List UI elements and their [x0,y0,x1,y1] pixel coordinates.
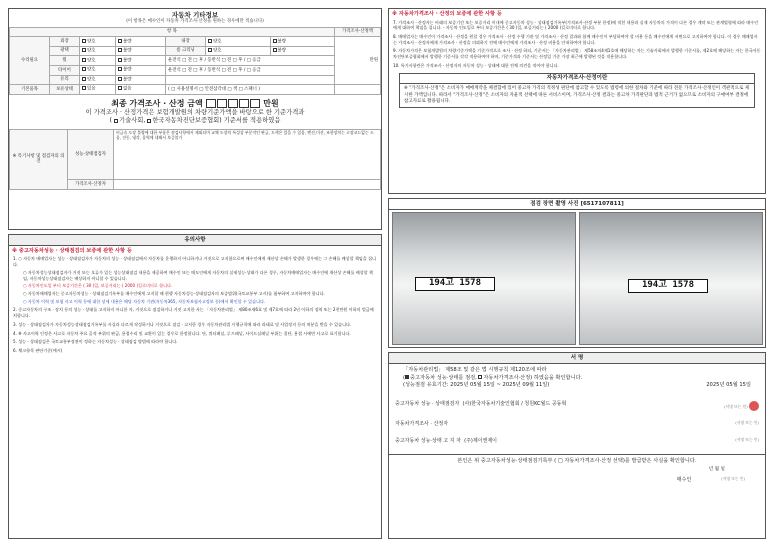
wheel-extra: 운전석 □ 전 □ 후 / 동반석 □ 전 □ 후 / □ 응급 [166,56,335,66]
group-basic-label: 기본품목 [10,85,50,95]
perf-inspector-opinion: 비금속 도장 불량에 대한 부품은 점검사항에서 제외되며 교체 도장의 특성상 부분적인 판금, 도색은 있을 수 있음, 엔진,미션, 조향장치는 고장코드없는 소음, 진동, 냉각, 음역에 대해서 보증불가 [114,129,381,179]
notice-item: 2. 중고자동차의 구조 · 장치 등의 성능 · 상태를 고지하지 아니한 자, 거짓으로 점검하거나 거짓 고지한 자는 「자동차관리법」 제80조제6호 및 제7호에 따라 2년 이하의 징역 또는 2천만원 이하의 벌금에 처합니다. [13,307,374,319]
buyer-hint: (서명 또는 인) [721,476,745,481]
checkbox[interactable] [147,119,151,123]
checkbox[interactable] [82,86,86,90]
notice-item: 3. 성능 · 상태점검자가 자동차성능상태점검기록부를 사실과 다르게 작성하거나 거짓으로 점검 · 고지한 경우 자동차관리법 시행규칙에 따라 과태료 및 사업정지 등의 처분을 받을 수 있습니다. [13,321,352,327]
price-item: 7. 가격조사 · 산정자는 아래의 보증기간 또는 보증거리 이내에 중고자동차 성능 · 상태점검기록부(가격조사·산정 부분 한정)에 적힌 내용과 실제 자동차의 가격이 다른 경우 계약 또는 관계법령에 따라 매수인에게 대하여 책임을 집니다. - 자동차 인도일로 부터 보증기간은 ( 30 )일, 보증거리는 ( 2000 )킬로미터로 합니다. [393,19,759,31]
checkbox[interactable] [273,39,277,43]
notice-item: ○ 자동차인도일 부터 보증기간은 ( 30 )일, 보증거리는 ( 2000 )킬로미터로 합니다. [23,283,173,289]
row-name: 타이어 [50,66,80,76]
final-price-line [9,99,381,109]
basis-line-3: 한국자동차진단보증협회) 기준서를 적용하였음 [152,117,281,125]
option-label: 양호 [213,39,222,45]
row-name: 보유상태 [50,85,80,95]
photo-title-bar [389,199,765,210]
row-name: 휠 [50,56,80,66]
buyer-row [389,477,765,483]
repair-price-cell [335,37,381,85]
checkbox[interactable] [114,119,118,123]
checkbox[interactable] [273,48,277,52]
special-info-box [8,8,382,230]
validity-period: (성능점검 유효기간: 2025년 05월 15일 ~ 2025년 09월 11일) [403,382,550,389]
checkbox[interactable] [118,48,122,52]
checkbox[interactable] [118,86,122,90]
special-info-subtitle: (이 항목은 매수인이 자동차 가격조사·산정을 원하는 경우에만 적습니다) [126,19,264,25]
checkbox[interactable] [118,58,122,62]
option-label: 양호 [213,48,222,54]
sig-value: (사)한국자동차기술인협회 / 청원KC월드 공동혁 [462,401,567,408]
photo-title: 점검 장면 촬영 사진 [530,200,579,207]
signature-box [388,352,766,539]
perf-inspector-label: 성능·상태점검자 [68,129,114,179]
license-plate: 194고 1578 [628,279,708,293]
option-label: 불량 [123,39,132,45]
checkbox[interactable] [208,39,212,43]
option-label: 불량 [123,58,132,64]
receipt-line: 본인은 위 중고자동차성능·상태점검기록부 ( □ 자동차가격조사·산정 선택)를 발급받은 사실을 확인합니다. [389,454,765,468]
checkbox[interactable] [82,48,86,52]
option-label: 불량 [123,77,132,83]
signature-row [389,419,765,429]
price-item: 10. 특기사항란은 가격조사 · 산정자의 자동차 성능 · 상태에 대한 전체 의견을 적어야 합니다. [393,62,559,68]
basis-line-2: 기술사회, [118,117,146,125]
checkbox[interactable] [82,67,86,71]
right-column [388,8,766,539]
sign-date: 2025년 05월 15일 [706,382,751,389]
sig-hint: (서명 또는 인) [724,404,748,410]
option-label: 없음 [123,86,132,92]
tire-extra: 운전석 □ 전 □ 후 / 동반석 □ 전 □ 후 / □ 응급 [166,66,335,76]
basic-items-extra: ( □ 사용설명서 □ 안전삼각대 □ 잭 □ 스패너 ) [166,85,335,95]
inspection-photo-rear [579,212,763,345]
checkbox[interactable] [118,67,122,71]
inspection-photo-front [392,212,576,345]
row-name: 유리 [50,75,80,85]
unit-label: 만원 [369,57,378,63]
definition-box [399,73,755,109]
sig-value: (주)제이앤제이 [464,437,497,444]
opinion-label: ※ 특기사항 및 점검자의 의견 [10,129,68,189]
notice-item: 6. 체크항목 판단기준(예시) [13,348,63,353]
notice-header: 유의사항 [9,235,381,246]
notice-item: 1. ○ 자동차 매매업자는 성능 · 상태점검자가 자동차의 성능 · 상태점검에서 자동차를 운행하지 아니하거나 거짓으로 고지함으로써 매수인에게 재산상 손해가 발생한 경우에는 그 손해를 배상할 책임을 집니다. [13,256,376,268]
opinion-table [9,129,381,190]
signature-row [389,436,765,446]
option-label: 양호 [87,58,96,64]
definition-text: ※ "가격조사·산정"은 소비자가 매매계약을 체결함에 있어 중고차 가격의 적정성 판단에 참고할 수 있도록 법령에 의한 절차와 기준에 따라 전문 가격조사·산정인이 객관적으로 제시한 가액입니다. 따라서 "가격조사·산정"은 소비자의 자율적 선택에 따른 서비스이며, 가격조사·산정 결과는 중고차 가격판단과 법적 근거가 없으므로 소비자의 구매여부 결정에 참고자료로 활용됩니다. [404,86,750,104]
sig-label: 중고자동차 성능 · 상태점검자 [395,401,460,408]
row-name: 룸 크리닝 [166,46,206,56]
notice-item: ○ 자동차 이력 및 보험 사고 이력 등에 대한 상세 내용은 해당 자동차 기관(자동차365, 자동차보험사고정보 등)에서 확인할 수 있습니다. [23,298,266,304]
left-column [8,8,382,539]
group-repair-label: 수리필요 [10,37,50,85]
law-confirm: 「자동차관리법」 제58조 및 같은 법 시행규칙 제120조에 따라 ( 중고자동차 성능·상태를 점검, 자동차가격조사·산정) 하였음을 확인합니다. (성능점검 유효기간: 2025년 05월 15일 ~ 2025년 09월 11일) 2025년 05월 15일 [403,366,751,389]
option-label: 양호 [87,48,96,54]
checkbox[interactable] [478,375,482,379]
final-price-label: 최종 가격조사 · 산정 금액 [111,98,203,108]
option-label: 불량 [123,67,132,73]
checkbox[interactable] [82,58,86,62]
license-plate: 194고 1578 [415,277,495,291]
option-label: 불량 [277,48,286,54]
option-label: 양호 [87,77,96,83]
option-label: 양호 [87,67,96,73]
row-name: 광택 [50,46,80,56]
law-line-1: 「자동차관리법」 제58조 및 같은 법 시행규칙 제120조에 따라 [403,366,547,373]
special-info-table [9,27,381,95]
law-line-2: 중고자동차 성능·상태를 점검, [410,374,477,381]
price-guarantee-box [388,8,766,194]
buyer-label: 매수인 [676,477,692,483]
basis-line-1: 이 가격조사 · 산정가격은 보험개발원의 차량기준가액을 바탕으로 한 기준가격과 [85,108,305,116]
checkbox[interactable] [82,39,86,43]
checkbox[interactable] [208,48,212,52]
signature-header: 서 명 [389,353,765,364]
notice-section-title: ※ 중고자동차성능 · 상태점검의 보증에 관한 사항 등 [12,247,132,254]
notice-item: ○ 자동차성능상태점검자가 거짓 또는 오류가 있는 성능상태점검 내용을 제공하여 매수인 또는 매도인에게 자동차의 실제성능·상태가 다른 경우, 자동차매매업자는 매수인에 재산상 손해를 배상할 책임, 자동차성능상태점검자는 배상하지 아니할 수 있습니다. [23,269,373,281]
price-guarantee-title: ※ 자동차가격조사 · 산정의 보증에 관한 사항 등 [392,11,502,17]
special-info-title: 자동차 기타정보 [171,11,219,19]
notice-item: 4. ※ 사고이력 인정은 사고로 자동차 주요 골격 부위의 판금, 용접수리 및 교환이 있는 경우로 한정합니다. 단, 쿼터패널, 루프패널, 사이드실패널 부위는 절단, 용접 시에만 사고로 표기합니다. [13,330,351,336]
option-label: 양호 [87,39,96,45]
basis-text: 이 가격조사 · 산정가격은 보험개발원의 차량기준가액을 바탕으로 한 기준가격과 ( 기술사회, 한국자동차진단보증협회) 기준서를 적용하였음 [9,109,381,126]
price-item: 9. 자동차가격은 보험개발원의 차량기준가액을 기준가격으로 조사 · 산정 하되, 기준서는 「자동차관리법」 제58조의4제1호에 해당하는 자는 기술사회에서 발행한 기준서를, 제2호에 해당하는 자는 한국자동차진단보증협회에서 발행한 기준서를 각각 적용하여야 하며, 기준가격과 기준서는 산정일 기준 가장 최근에 발행된 것을 적용합니다. [393,48,761,60]
final-price-unit: 만원 [263,98,279,108]
signature-row [389,399,765,413]
seal-stamp-icon [749,401,759,411]
checkbox-checked[interactable] [405,375,409,379]
law-line-3: 자동차가격조사·산정) 하였음을 확인합니다. [483,374,583,381]
notice-box [8,234,382,539]
checkbox[interactable] [118,39,122,43]
row-name: 내장 [166,37,206,47]
notice-item: 5. 성능 · 상태점검은 국토교통부장관이 정하는 자동차성능 · 상태점검 방법에 따라야 합니다. [13,339,178,345]
photo-box [388,198,766,348]
col-item-header: 항 목 [10,27,335,37]
price-item: 8. 매매업자는 매수인이 가격조사 · 산정을 원할 경우 가격조사 · 산정 수행 기관 및 가격조사 · 산정 결과와 함께 매수인이 부담하여야 할 비용 등을 매수인에게 서면으로 고지하여야 합니다. 이 경우 매매업자는 가격조사 · 산정자에게 가격조사 · 산정을 의뢰하기 전에 매수인에게 가격조사 · 산정 비용을 안내하여야 합니다. [393,33,758,45]
option-label: 있음 [87,86,96,92]
row-name: 외장 [50,37,80,47]
photo-id: [6517107811] [580,200,624,207]
col-price-header: 가격조사·산정액 [335,27,381,37]
option-label: 불량 [277,39,286,45]
notice-item: ○ 자동차매매업자는 중고자동차성능 · 상태점검기록부를 매수인에게 고지할 때 현행 자동차성능·상태점검자의 보증범위(국토교통부 고시)를 첨부하여 고지하여야 합니다. [23,290,325,296]
checkbox[interactable] [82,77,86,81]
option-label: 불량 [123,48,132,54]
definition-title: 자동차가격조사·산정이란 [400,74,754,85]
price-inspector-label: 가격조사·산정자 [68,179,114,189]
sig-hint: (서명 또는 인) [735,420,759,426]
sig-hint: (서명 또는 인) [735,436,759,442]
sig-label: 자동차가격조사 · 산정자 [395,421,449,428]
sig-label: 중고자동차 성능·상태 고 지 자 [395,437,461,444]
receipt-date: 년 월 일 [708,467,725,473]
price-inspector-opinion [114,179,381,189]
checkbox[interactable] [118,77,122,81]
